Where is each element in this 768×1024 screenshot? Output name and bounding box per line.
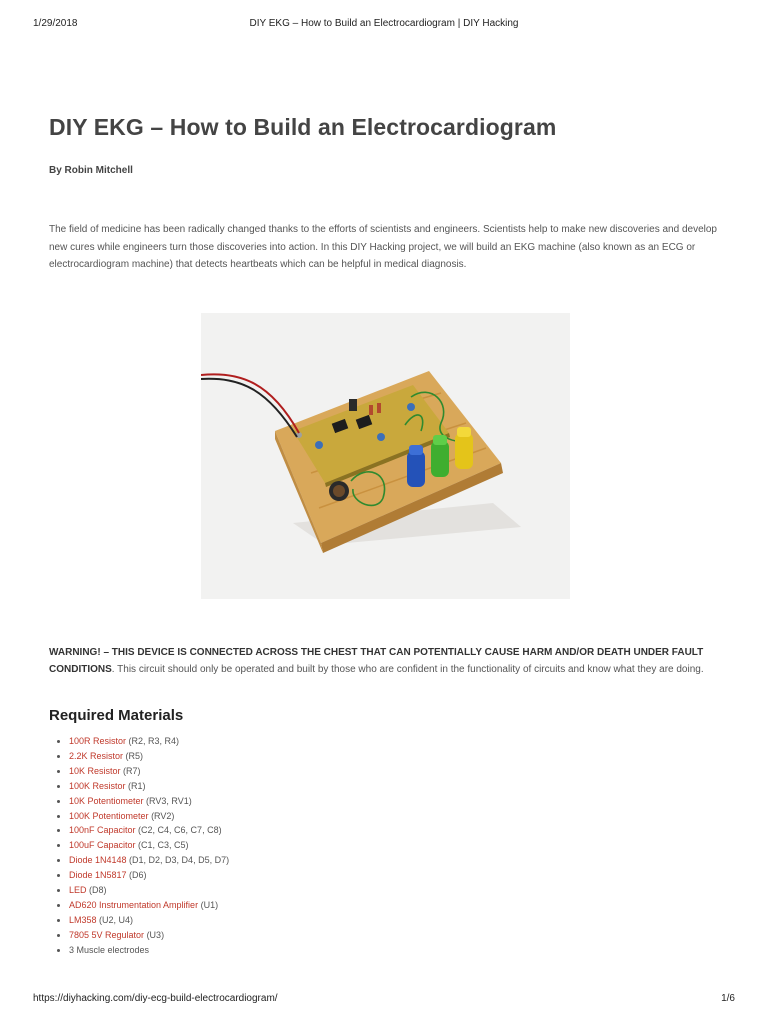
list-item bbox=[69, 734, 229, 749]
material-note: (D8) bbox=[86, 885, 107, 896]
list-item bbox=[69, 928, 229, 943]
material-link[interactable]: 2.2K Resistor bbox=[69, 750, 124, 761]
material-link[interactable]: AD620 Instrumentation Amplifier bbox=[69, 899, 199, 910]
material-link[interactable]: Diode 1N4148 bbox=[69, 855, 127, 866]
list-item bbox=[69, 883, 229, 898]
material-note: (D1, D2, D3, D4, D5, D7) bbox=[126, 855, 230, 866]
material-note: (C1, C3, C5) bbox=[135, 840, 189, 851]
list-item bbox=[69, 913, 229, 928]
material-note: (R5) bbox=[123, 750, 144, 761]
warning-rest-text: . This circuit should only be operated and built by those who are confident in the functionality of circuits and know what they are doing. bbox=[111, 664, 704, 675]
list-item bbox=[69, 764, 229, 779]
warning-bold-text: WARNING! – THIS DEVICE IS CONNECTED ACROSS THE CHEST THAT CAN POTENTIALLY CAUSE HARM AND/OR DEATH UNDER FAULT CONDITIONS bbox=[49, 647, 704, 675]
material-link[interactable]: 10K Resistor bbox=[69, 765, 121, 776]
article-title: DIY EKG – How to Build an Electrocardiogram bbox=[49, 114, 557, 140]
material-link[interactable]: 100K Resistor bbox=[69, 780, 126, 791]
material-link[interactable]: 10K Potentiometer bbox=[69, 795, 144, 806]
material-link[interactable]: 100uF Capacitor bbox=[69, 840, 136, 851]
ekg-board-photo bbox=[201, 313, 570, 599]
page-number: 1/6 bbox=[721, 993, 735, 1004]
print-date: 1/29/2018 bbox=[33, 18, 78, 29]
material-link[interactable]: 100K Potentiometer bbox=[69, 810, 149, 821]
intro-paragraph: The field of medicine has been radically changed thanks to the efforts of scientists and engineers. Scientists help to make new discoveries and develop new cures while engineers turn those discoveries into action. In this DIY Hacking project, we will build an EKG machine (also known as an ECG or electrocardiogram machine) that detects heartbeats which can be helpful in medical diagnosis. bbox=[49, 224, 717, 270]
list-item bbox=[69, 809, 229, 824]
material-note: (R1) bbox=[125, 780, 146, 791]
page-url: https://diyhacking.com/diy-ecg-build-electrocardiogram/ bbox=[33, 993, 278, 1004]
material-note: (RV3, RV1) bbox=[143, 795, 192, 806]
ekg-board-illustration bbox=[201, 313, 570, 599]
list-item bbox=[69, 838, 229, 853]
print-footer bbox=[0, 993, 768, 1007]
material-note: (U1) bbox=[198, 899, 219, 910]
material-note: 3 Muscle electrodes bbox=[69, 944, 150, 955]
print-page-title: DIY EKG – How to Build an Electrocardiogram | DIY Hacking bbox=[249, 18, 519, 29]
list-item bbox=[69, 823, 229, 838]
list-item bbox=[69, 898, 229, 913]
list-item bbox=[69, 868, 229, 883]
material-link[interactable]: 100R Resistor bbox=[69, 736, 127, 746]
byline: By Robin Mitchell bbox=[49, 165, 133, 176]
warning-paragraph bbox=[49, 644, 717, 678]
list-item bbox=[69, 943, 229, 958]
material-note: (U2, U4) bbox=[96, 914, 134, 925]
list-item bbox=[69, 853, 229, 868]
material-note: (R2, R3, R4) bbox=[126, 736, 180, 746]
material-link[interactable]: Diode 1N5817 bbox=[69, 870, 127, 881]
material-note: (U3) bbox=[144, 929, 165, 940]
list-item bbox=[69, 779, 229, 794]
materials-list bbox=[49, 734, 229, 958]
material-link[interactable]: 100nF Capacitor bbox=[69, 825, 136, 836]
material-link[interactable]: 7805 5V Regulator bbox=[69, 929, 145, 940]
material-note: (D6) bbox=[126, 870, 147, 881]
material-link[interactable]: LM358 bbox=[69, 914, 97, 925]
materials-heading: Required Materials bbox=[49, 707, 184, 724]
material-note: (R7) bbox=[120, 765, 141, 776]
material-note: (RV2) bbox=[148, 810, 175, 821]
list-item bbox=[69, 749, 229, 764]
material-note: (C2, C4, C6, C7, C8) bbox=[135, 825, 222, 836]
list-item bbox=[69, 794, 229, 809]
material-link[interactable]: LED bbox=[69, 885, 87, 896]
print-header bbox=[0, 18, 768, 32]
